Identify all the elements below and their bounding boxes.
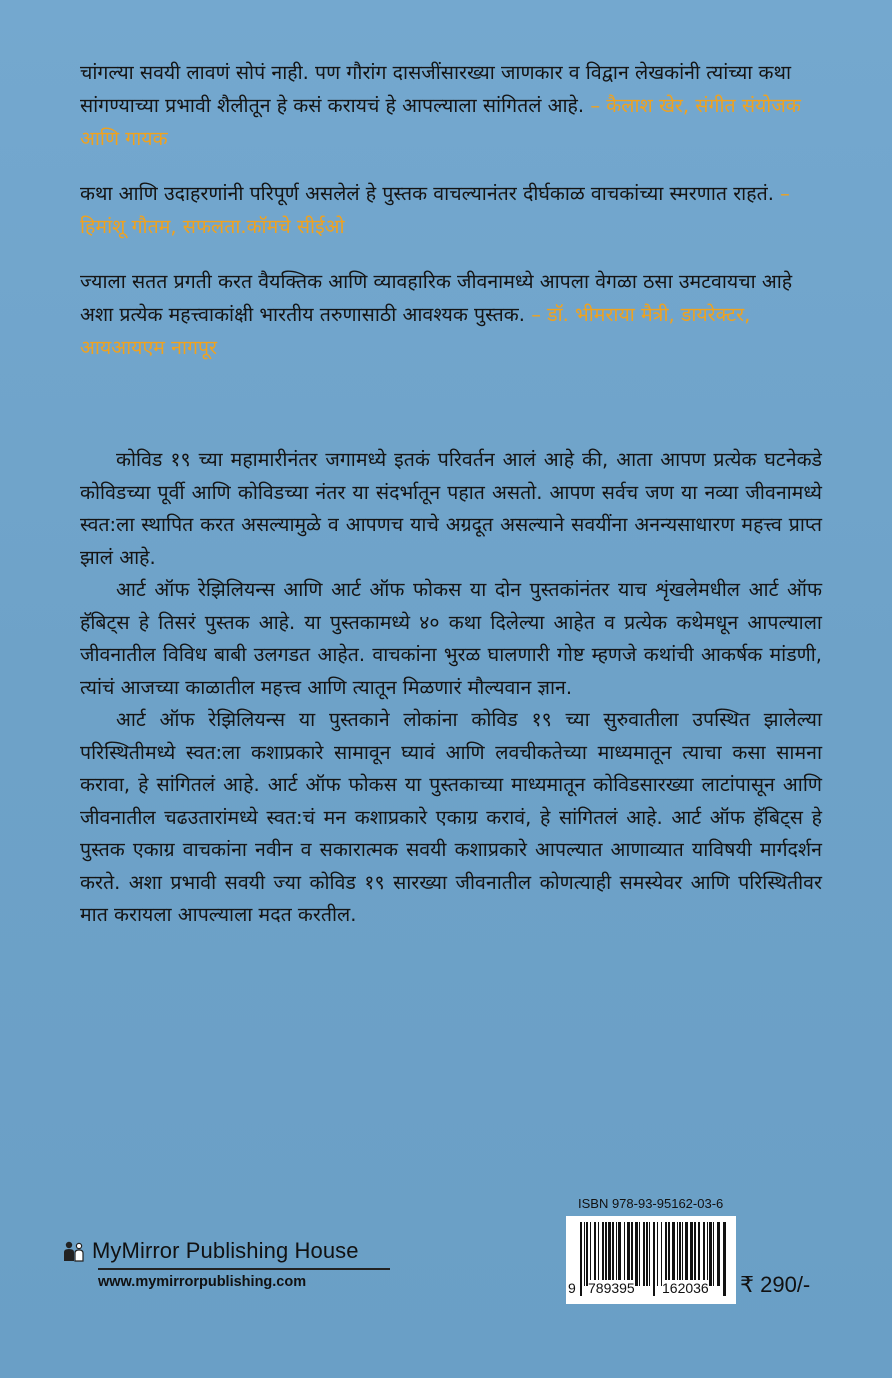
barcode-bar (668, 1222, 670, 1286)
barcode-bar (685, 1222, 688, 1286)
barcode-bar (694, 1222, 696, 1286)
barcode-bar (598, 1222, 599, 1286)
barcode-bar (703, 1222, 705, 1286)
endorsement-1 (80, 56, 820, 155)
barcode-bar (608, 1222, 611, 1286)
barcode-bar (594, 1222, 596, 1286)
barcode-bar (618, 1222, 621, 1286)
publisher-divider (98, 1268, 390, 1270)
barcode-bar (590, 1222, 591, 1286)
price: ₹ 290/- (740, 1272, 811, 1297)
endorsement-text: ज्याला सतत प्रगती करत वैयक्तिक आणि व्यावहारिक जीवनामध्ये आपला वेगळा ठसा उमटवायचा आहे अशा प्रत्येक महत्त्वाकांक्षी भारतीय तरुणासाठी आवश्यक पुस्तक. (80, 270, 793, 326)
barcode-bar (624, 1222, 625, 1286)
barcode-digits-right: 162036 (662, 1280, 709, 1296)
book-description (80, 444, 822, 932)
publisher-block (62, 1238, 402, 1290)
barcode-bar (679, 1222, 681, 1286)
barcode-bar (682, 1222, 683, 1286)
barcode-bar (707, 1222, 708, 1286)
publisher-logo-icon (62, 1239, 86, 1263)
barcode-bar (612, 1222, 614, 1286)
barcode-digits-left: 789395 (588, 1280, 635, 1296)
barcode-bar (657, 1222, 658, 1286)
barcode-bar (672, 1222, 675, 1286)
barcode-bar (677, 1222, 678, 1286)
endorsements (80, 56, 820, 386)
publisher-url: www.mymirrorpublishing.com (98, 1274, 307, 1290)
barcode-bar (627, 1222, 630, 1286)
barcode-bar (665, 1222, 667, 1286)
endorsement-attribution: – डॉ. भीमराया मैत्री, डायरेक्टर, आयआयएम नागपूर (80, 303, 751, 359)
barcode-bar (713, 1222, 714, 1286)
barcode-bar (605, 1222, 607, 1286)
barcode-bar (616, 1222, 617, 1286)
publisher-name: MyMirror Publishing House (92, 1238, 359, 1263)
endorsement-attribution: – कैलाश खेर, संगीत संयोजक आणि गायक (80, 94, 801, 150)
barcode-bar (690, 1222, 693, 1286)
barcode-bar (698, 1222, 700, 1286)
description-paragraph-1: कोविड १९ च्या महामारीनंतर जगामध्ये इतकं परिवर्तन आलं आहे की, आता आपण प्रत्येक घटनेकडे कोविडच्या पूर्वी आणि कोविडच्या नंतर या संदर्भातून पहात असतो. आपण सर्वच जण या नव्या जीवनामध्ये स्वत:ला स्थापित करत असल्यामुळे व आपणच याचे अग्रदूत असल्याने सवयींना अनन्यसाधारण महत्त्व प्राप्त झालं आहे. (80, 448, 822, 569)
barcode-digit-prefix: 9 (568, 1280, 576, 1296)
endorsement-attribution: – हिमांशू गौतम, सफलता.कॉमचे सीईओ (80, 182, 790, 238)
barcode-bar (602, 1222, 604, 1286)
barcode-bar (709, 1222, 712, 1286)
barcode-digits (566, 1280, 736, 1300)
endorsement-2 (80, 177, 820, 243)
description-paragraph-3: आर्ट ऑफ रेझिलियन्स या पुस्तकाने लोकांना कोविड १९ च्या सुरुवातीला उपस्थित झालेल्या परिस्थितीमध्ये स्वत:ला कशाप्रकारे सामावून घ्यावं आणि लवचीकतेच्या माध्यमातून त्याचा कसा सामना करावा, हे सांगितलं आहे. आर्ट ऑफ फोकस या पुस्तकाच्या माध्यमातून कोविडसारख्या लाटांपासून आणि जीवनातील चढउतारांमध्ये स्वत:चं मन कशाप्रकारे एकाग्र करावं, हे सांगितलं आहे. आर्ट ऑफ हॅबिट्स हे पुस्तक एकाग्र वाचकांना नवीन व सकारात्मक सवयी कशाप्रकारे आपल्यात आणाव्यात याविषयी मार्गदर्शन करते. अशा प्रभावी सवयी ज्या कोविड १९ सारख्या जीवनातील कोणत्याही समस्येवर आणि परिस्थितीवर मात करायला आपल्याला मदत करतील. (80, 708, 822, 926)
endorsement-text: चांगल्या सवयी लावणं सोपं नाही. पण गौरांग दासजींसारख्या जाणकार व विद्वान लेखकांनी त्यांच्या कथा सांगण्याच्या प्रभावी शैलीतून हे कसं करायचं हे आपल्याला सांगितलं आहे. (80, 61, 792, 117)
barcode-bar (584, 1222, 585, 1286)
barcode-bar (646, 1222, 648, 1286)
barcode-bar (631, 1222, 633, 1286)
description-paragraph-2: आर्ट ऑफ रेझिलियन्स आणि आर्ट ऑफ फोकस या दोन पुस्तकांनंतर याच शृंखलेमधील आर्ट ऑफ हॅबिट्स हे तिसरं पुस्तक आहे. या पुस्तकामध्ये ४० कथा दिलेल्या आहेत व प्रत्येक कथेमधून आपल्याला जीवनातील विविध बाबी उलगडत आहेत. वाचकांना भुरळ घालणारी गोष्ट म्हणजे कथांची आकर्षक मांडणी, त्यांचं आजच्या काळातील महत्त्व आणि त्यातून मिळणारं मौल्यवान ज्ञान. (80, 578, 822, 699)
barcode-bar (643, 1222, 645, 1286)
endorsement-3 (80, 265, 820, 364)
barcode-bar (635, 1222, 638, 1286)
isbn-label: ISBN 978-93-95162-03-6 (578, 1196, 724, 1211)
barcode-bar (661, 1222, 662, 1286)
barcode-bar (717, 1222, 720, 1286)
barcode-bar (639, 1222, 640, 1286)
endorsement-text: कथा आणि उदाहरणांनी परिपूर्ण असलेलं हे पुस्तक वाचल्यानंतर दीर्घकाळ वाचकांच्या स्मरणात राहतं. (80, 182, 774, 205)
barcode-bar (649, 1222, 650, 1286)
barcode-bar (586, 1222, 588, 1286)
